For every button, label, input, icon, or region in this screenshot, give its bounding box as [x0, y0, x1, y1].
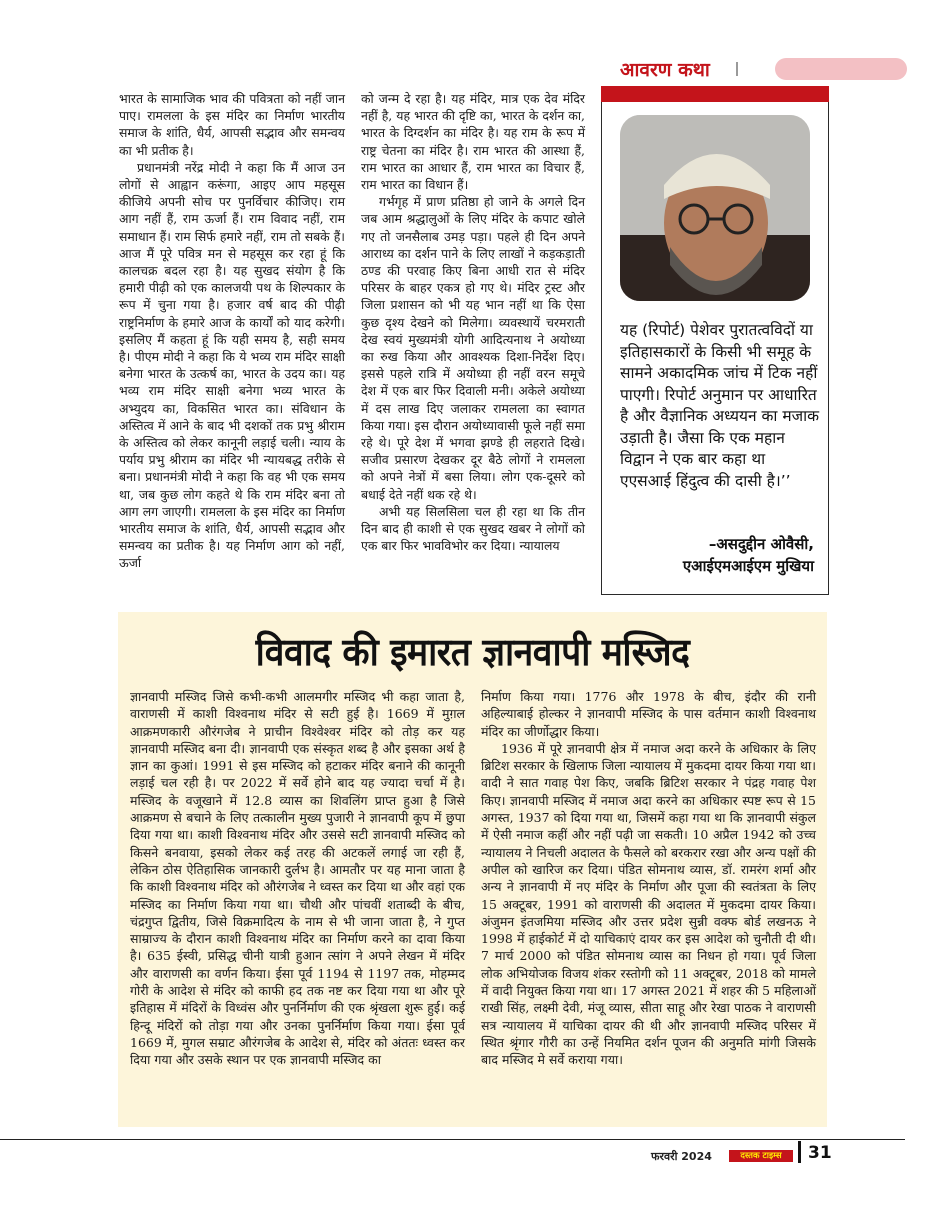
paragraph: प्रधानमंत्री नरेंद्र मोदी ने कहा कि मैं आज उन लोगों से आह्वान करूंगा, आइए आप महसूस कीजिये अपनी सोच पर पुनर्विचार कीजिए। राम आग नहीं हैं, राम ऊर्जा हैं। राम विवाद नहीं, राम समाधान हैं। राम सिर्फ हमारे नहीं, राम तो सबके हैं। आज मैं पूरे पवित्र मन से महसूस कर रहा हूं कि कालचक्र बदल रहा है। यह सुखद संयोग है कि हमारी पीढ़ी को एक कालजयी पथ के शिल्पकार के रूप में चुना गया है। हजार वर्ष बाद की पीढ़ी राष्ट्रनिर्माण के हमारे आज के कार्यों को याद करेगी। इसलिए मैं कहता हूं कि यही समय है, सही समय है। पीएम मोदी ने कहा कि ये भव्य राम मंदिर साक्षी बनेगा भारत के उत्कर्ष का, भारत के उदय का। यह भव्य राम मंदिर साक्षी बनेगा भव्य भारत के अभ्युदय का, विकसित भारत का। संविधान के अस्तित्व में आने के बाद भी दशकों तक प्रभु श्रीराम के अस्तित्व को लेकर कानूनी लड़ाई चली। न्याय के पर्याय प्रभु श्रीराम का मंदिर भी न्यायबद्ध तरीके से बना। प्रधानमंत्री मोदी ने कहा कि वह भी एक समय था, जब कुछ लोग कहते थे कि राम मंदिर बना तो आग लग जाएगी। रामलला के इस मंदिर का निर्माण भारतीय समाज के शांति, धैर्य, आपसी सद्भाव और समन्वय का प्रतीक है। यह निर्माण आग को नहीं, ऊर्जा — [119, 159, 345, 571]
paragraph: गर्भगृह में प्राण प्रतिष्ठा हो जाने के अगले दिन जब आम श्रद्धालुओं के लिए मंदिर के कपाट खोले गए तो जनसैलाब उमड़ पड़ा। पहले ही दिन अपने आराध्य का दर्शन पाने के लिए लाखों ने कड़कड़ाती ठण्ड की परवाह किए बिना आधी रात से मंदिर परिसर के बाहर एकत्र हो गए थे। मंदिर ट्रस्ट और जिला प्रशासन को भी यह भान नहीं था कि ऐसा कुछ दृश्य देखने को मिलेगा। व्यवस्थायें चरमराती देख स्वयं मुख्यमंत्री योगी आदित्यनाथ ने अयोध्या का रुख किया और आवश्यक दिशा-निर्देश दिए। इससे पहले रात्रि में अयोध्या ही नहीं वरन समूचे देश में एक बार फिर दिवाली मनी। अकेले अयोध्या में दस लाख दिए जलाकर रामलला का स्वागत किया गया। इस दौरान अयोध्यावासी फूले नहीं समा रहे थे। पूरे देश में भगवा झण्डे ही लहराते दिखे। सजीव प्रसारण देखकर दूर बैठे लोगों ने रामलला को अपने नेत्रों में बसा लिया। लोग एक-दूसरे को बधाई देते नहीं थक रहे थे। — [361, 194, 585, 502]
paragraph: निर्माण किया गया। 1776 और 1978 के बीच, इंदौर की रानी अहिल्याबाई होल्कर ने ज्ञानवापी मस्जिद के पास वर्तमान काशी विश्वनाथ मंदिर का जीर्णोद्धार किया। — [481, 689, 816, 739]
section-label: आवरण कथा — [620, 59, 710, 81]
paragraph: को जन्म दे रहा है। यह मंदिर, मात्र एक देव मंदिर नहीं है, यह भारत की दृष्टि का, भारत के दर्शन का, भारत के दिग्दर्शन का मंदिर है। यह राम के रूप में राष्ट्र चेतना का मंदिर है। राम भारत की आस्था हैं, राम भारत का आधार हैं, राम भारत का विचार हैं, राम भारत का विधान हैं। — [361, 91, 585, 193]
pull-quote: यह (रिपोर्ट) पेशेवर पुरातत्वविदों या इतिहासकारों के किसी भी समूह के सामने अकादमिक जांच में टिक नहीं पाएगी। रिपोर्ट अनुमान पर आधारित है और वैज्ञानिक अध्ययन का मजाक उड़ाती है। जैसा कि एक महान विद्वान ने एक बार कहा था एएसआई हिंदुत्व की दासी है।’’ — [620, 321, 820, 490]
paragraph: 1936 में पूरे ज्ञानवापी क्षेत्र में नमाज अदा करने के अधिकार के लिए ब्रिटिश सरकार के खिलाफ जिला न्यायालय में मुकदमा दायर किया गया था। वादी ने सात गवाह पेश किए, जबकि ब्रिटिश सरकार ने पंद्रह गवाह पेश किए। ज्ञानवापी मस्जिद में नमाज अदा करने का अधिकार स्पष्ट रूप से 15 अगस्त, 1937 को दिया गया था, जिसमें कहा गया था कि ज्ञानवापी संकुल में ऐसी नमाज कहीं और नहीं पढ़ी जा सकती। 10 अप्रैल 1942 को उच्च न्यायालय ने निचली अदालत के फैसले को बरकरार रखा और अन्य पक्षों की अपील को खारिज कर दिया। पंडित सोमनाथ व्यास, डॉ. रामरंग शर्मा और अन्य ने ज्ञानवापी में नए मंदिर के निर्माण और पूजा की स्वतंत्रता के लिए 15 अक्टूबर, 1991 को वाराणसी की अदालत में मुकदमा दायर किया। अंजुमन इंतजमिया मस्जिद और उत्तर प्रदेश सुन्नी वक्फ बोर्ड लखनऊ ने 1998 में हाईकोर्ट में दो याचिकाएं दायर कर इस आदेश को चुनौती दी थी। 7 मार्च 2000 को पंडित सोमनाथ व्यास का निधन हो गया। पूर्व जिला लोक अभियोजक विजय शंकर रस्तोगी को 11 अक्टूबर, 2018 को मामले में वादी नियुक्त किया गया था। 17 अगस्त 2021 में शहर की 5 महिलाओं राखी सिंह, लक्ष्मी देवी, मंजू व्यास, सीता साहू और रेखा पाठक ने वाराणसी सत्र न्यायालय में याचिका दायर की थी और ज्ञानवापी मस्जिद परिसर में स्थित श्रृंगार गौरी का उन्हें नियमित दर्शन पूजन की अनुमति मांगी जिसके बाद मस्जिद मे सर्वे कराया गया। — [481, 740, 816, 1068]
portrait-illustration — [620, 115, 810, 301]
section-pill — [775, 58, 907, 80]
article-column-2 — [361, 90, 585, 554]
footer-separator — [798, 1141, 801, 1163]
footer-rule — [0, 1139, 905, 1140]
quote-attribution — [610, 533, 814, 577]
page-number: 31 — [808, 1143, 832, 1163]
article-column-1 — [119, 90, 345, 572]
panel-headline: विवाद की इमारत ज्ञानवापी मस्जिद — [255, 630, 690, 674]
paragraph: अभी यह सिलसिला चल ही रहा था कि तीन दिन बाद ही काशी से एक सुखद खबर ने लोगों को एक बार फिर भावविभोर कर दिया। न्यायालय — [361, 503, 585, 554]
paragraph: ज्ञानवापी मस्जिद जिसे कभी-कभी आलमगीर मस्जिद भी कहा जाता है, वाराणसी में काशी विश्वनाथ मंदिर से सटी हुई है। 1669 में मुग़ल आक्रमणकारी औरंगजेब ने प्राचीन विश्वेश्वर मंदिर को तोड़ कर यह ज्ञानवापी मस्जिद बना दी। ज्ञानवापी एक संस्कृत शब्द है और इसका अर्थ है ज्ञान का कुआं। 1991 से इस मस्जिद को हटाकर मंदिर बनाने की कानूनी लड़ाई चल रही है। पर 2022 में सर्वे होने बाद यह ज्यादा चर्चा में है। मस्जिद के वजूखाने में 12.8 व्यास का शिवलिंग प्राप्त हुआ है जिसे आक्रमण से बचाने के लिए तत्कालीन मुख्य पुजारी ने ज्ञानवापी कूप में छुपा दिया गया था। काशी विश्वनाथ मंदिर और उससे सटी ज्ञानवापी मस्जिद को किसने बनवाया, इसको लेकर कई तरह की अटकलें लगाई जा रही हैं, लेकिन ठोस ऐतिहासिक जानकारी दुर्लभ है। आमतौर पर यह माना जाता है कि काशी विश्वनाथ मंदिर को औरंगजेब ने ध्वस्त कर दिया था और वहां एक मस्जिद का निर्माण किया गया था। चौथी और पांचवीं शताब्दी के बीच, चंद्रगुप्त द्वितीय, जिसे विक्रमादित्य के नाम से भी जाना जाता है, ने गुप्त साम्राज्य के दौरान काशी विश्वनाथ मंदिर का निर्माण करने का दावा किया है। 635 ईस्वी, प्रसिद्ध चीनी यात्री हुआन त्सांग ने अपने लेखन में मंदिर और वाराणसी का वर्णन किया। ईसा पूर्व 1194 से 1197 तक, मोहम्मद गोरी के आदेश से मंदिर को काफी हद तक नष्ट कर दिया गया था और पूरे इतिहास में मंदिरों के विध्वंस और पुनर्निर्माण की एक श्रृंखला शुरू हुई। कई हिन्दू मंदिरों को तोड़ा गया और उनका पुनर्निर्माण किया गया। ईसा पूर्व 1669 में, मुगल सम्राट औरंगजेब के आदेश से, मंदिर को अंततः ध्वस्त कर दिया गया और उसके स्थान पर एक ज्ञानवापी मस्जिद का — [130, 689, 465, 1068]
quote-attribution-title: एआईएमआईएम मुखिया — [682, 557, 814, 575]
section-divider — [736, 62, 738, 76]
paragraph: भारत के सामाजिक भाव की पवित्रता को नहीं जान पाए। रामलला के इस मंदिर का निर्माण भारतीय समाज के शांति, धैर्य, आपसी सद्भाव और समन्वय का भी प्रतीक है। — [119, 91, 345, 158]
footer-month: फरवरी 2024 — [651, 1150, 712, 1163]
quote-box-topbar — [601, 86, 829, 102]
panel-column-1 — [130, 688, 465, 1069]
publication-logo: दस्तक टाइम्स — [729, 1150, 793, 1162]
panel-column-2 — [481, 688, 816, 1069]
portrait-photo — [620, 115, 810, 301]
quote-attribution-name: –असदुद्दीन ओवैसी, — [708, 535, 814, 553]
